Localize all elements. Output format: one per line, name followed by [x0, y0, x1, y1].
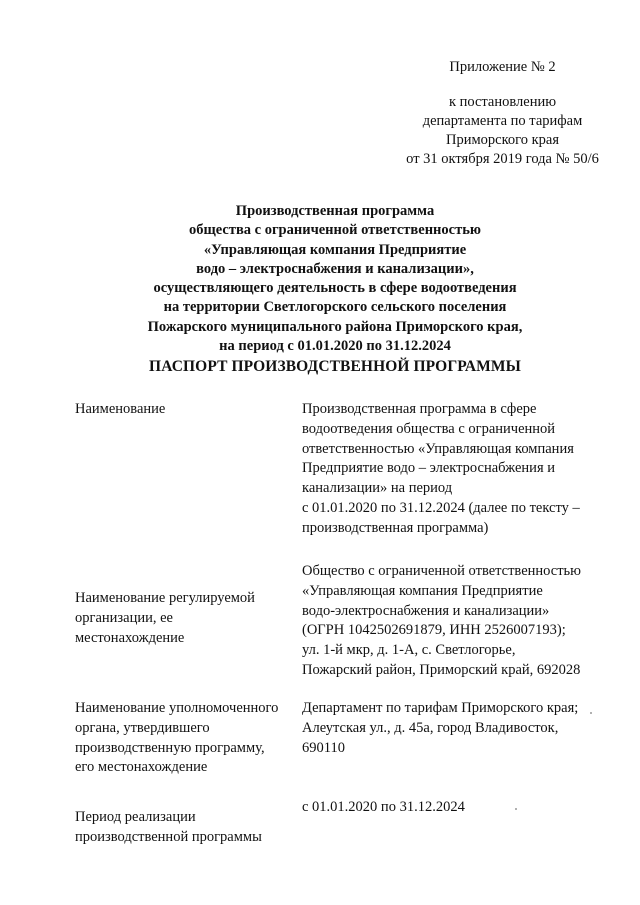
- scan-speck: [590, 712, 592, 714]
- row-organization-label: [75, 589, 290, 648]
- label-line: Период реализации: [75, 809, 196, 825]
- title-line: Пожарского муниципального района Приморского края,: [147, 318, 523, 335]
- document-title: [90, 202, 580, 356]
- title-line: на территории Светлогорского сельского поселения: [163, 299, 507, 316]
- value-line: с 01.01.2020 по 31.12.2024 (далее по тексту –: [302, 499, 580, 516]
- label-line: органа, утвердившего: [75, 719, 210, 736]
- appendix-line: от 31 октября 2019 года № 50/6: [406, 151, 599, 167]
- value-line: Производственная программа в сфере: [302, 401, 537, 417]
- label-line: производственной программы: [75, 828, 262, 845]
- appendix-line: к постановлению: [448, 94, 557, 110]
- title-line: Производственная программа: [235, 203, 435, 219]
- value-line: «Управляющая компания Предприятие: [302, 582, 543, 599]
- value-line: ответственностью «Управляющая компания: [302, 440, 574, 457]
- value-line: водоотведения общества с ограниченной: [302, 420, 556, 437]
- title-line: осуществляющего деятельность в сфере водоотведения: [153, 280, 517, 297]
- label-line: Наименование регулируемой: [75, 590, 255, 606]
- title-line: водо – электроснабжения и канализации»,: [196, 260, 474, 277]
- title-line: на период с 01.01.2020 по 31.12.2024: [219, 338, 451, 355]
- value-line: ул. 1-й мкр, д. 1-А, с. Светлогорье,: [302, 642, 516, 659]
- label-line: Наименование уполномоченного: [75, 700, 279, 716]
- label-line: организации, ее: [75, 609, 173, 626]
- appendix-line: Приморского края: [445, 132, 559, 148]
- appendix-number: Приложение № 2: [449, 59, 556, 75]
- label-line: его местонахождение: [75, 759, 208, 776]
- appendix-line: департамента по тарифам: [422, 113, 583, 129]
- value-line: Общество с ограниченной ответственностью: [302, 563, 581, 579]
- row-organization-value: [302, 562, 602, 681]
- row-period-label: [75, 808, 290, 848]
- value-line: канализации» на период: [302, 480, 453, 497]
- row-name-label: [75, 400, 290, 420]
- value-line: водо-электроснабжения и канализации»: [302, 602, 550, 619]
- value-line: (ОГРН 1042502691879, ИНН 2526007193);: [302, 622, 566, 639]
- label-line: Наименование: [75, 401, 166, 417]
- label-line: производственную программу,: [75, 739, 265, 756]
- value-line: 690110: [302, 739, 345, 756]
- row-name-value: [302, 400, 602, 539]
- value-line: Пожарский район, Приморский край, 692028: [302, 661, 581, 678]
- appendix-block: [390, 58, 615, 169]
- value-line: производственная программа): [302, 519, 489, 536]
- title-line: «Управляющая компания Предприятие: [203, 241, 467, 258]
- value-line: Алеутская ул., д. 45а, город Владивосток,: [302, 719, 559, 736]
- label-line: местонахождение: [75, 629, 185, 646]
- row-authority-value: [302, 699, 602, 758]
- value-line: с 01.01.2020 по 31.12.2024: [302, 799, 465, 815]
- scan-speck: [515, 808, 517, 810]
- value-line: Предприятие водо – электроснабжения и: [302, 460, 555, 477]
- row-authority-label: [75, 699, 290, 778]
- passport-heading: ПАСПОРТ ПРОИЗВОДСТВЕННОЙ ПРОГРАММЫ: [149, 358, 521, 375]
- title-line: общества с ограниченной ответственностью: [189, 222, 481, 239]
- row-period-value: [302, 798, 602, 818]
- value-line: Департамент по тарифам Приморского края;: [302, 700, 579, 716]
